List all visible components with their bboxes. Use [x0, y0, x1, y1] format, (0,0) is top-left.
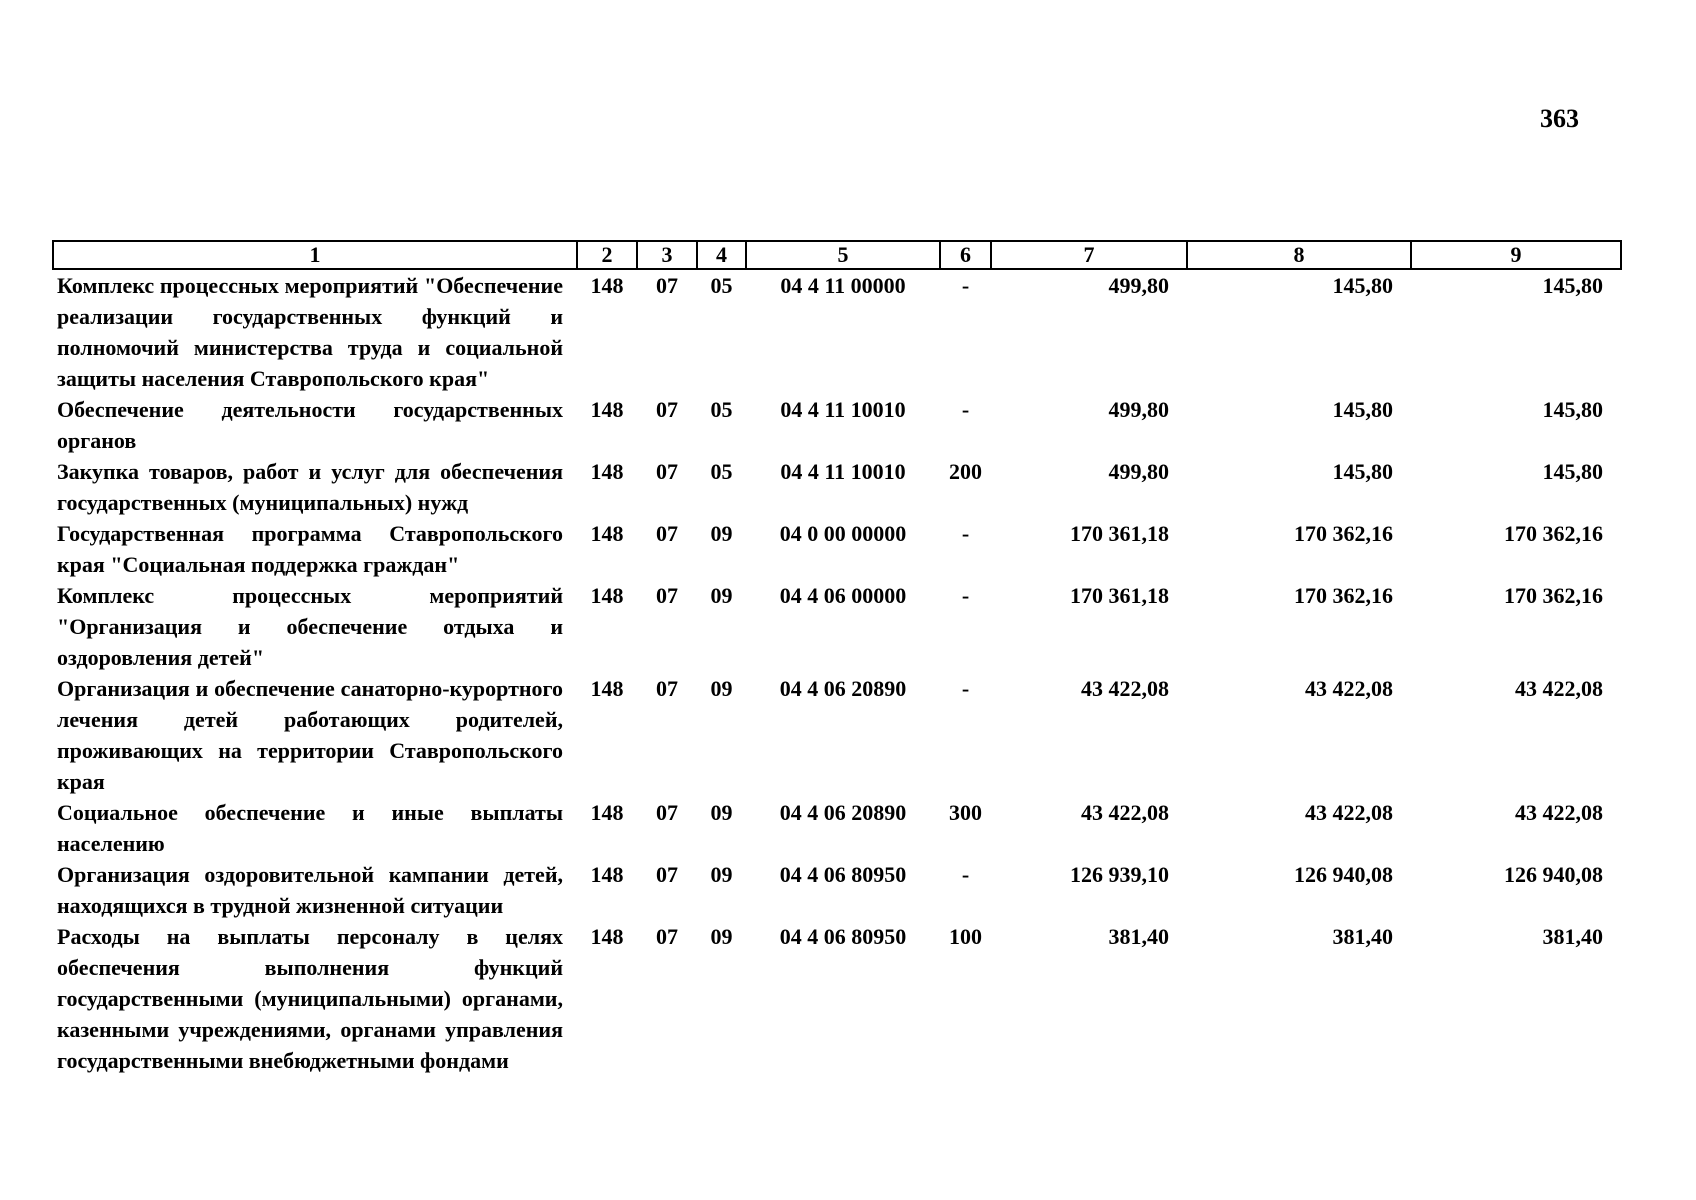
- row-name: Организация оздоровительной кампании детей, находящихся в трудной жизненной ситуации: [57, 862, 563, 918]
- cell-col6: -: [961, 397, 970, 422]
- cell-col6: -: [961, 583, 970, 608]
- column-header-3: 3: [637, 241, 697, 269]
- cell-col4: 09: [710, 862, 733, 887]
- cell-col3: 07: [656, 924, 678, 949]
- row-name: Закупка товаров, работ и услуг для обеспечения государственных (муниципальных) нужд: [57, 459, 563, 515]
- cell-col7: 170 361,18: [1070, 583, 1169, 608]
- cell-col9: 381,40: [1542, 924, 1603, 949]
- cell-col7: 499,80: [1108, 397, 1169, 422]
- cell-col3: 07: [656, 273, 678, 298]
- cell-col9: 145,80: [1542, 273, 1603, 298]
- column-header-7: 7: [991, 241, 1187, 269]
- cell-col5: 04 4 06 80950: [779, 862, 907, 887]
- cell-col3: 07: [656, 583, 678, 608]
- cell-col2: 148: [590, 583, 624, 608]
- cell-col6: -: [961, 862, 970, 887]
- cell-col8: 145,80: [1332, 459, 1393, 484]
- column-header-5: 5: [746, 241, 940, 269]
- cell-col7: 381,40: [1108, 924, 1169, 949]
- cell-col5: 04 4 06 80950: [779, 924, 907, 949]
- cell-col6: 100: [949, 924, 982, 949]
- column-header-1: 1: [53, 241, 577, 269]
- cell-col7: 43 422,08: [1081, 676, 1169, 701]
- page-number: 363: [1540, 104, 1579, 133]
- budget-table: [52, 240, 1622, 1076]
- cell-col4: 05: [710, 397, 733, 422]
- row-name: Обеспечение деятельности государственных органов: [57, 397, 563, 453]
- cell-col6: 300: [949, 800, 982, 825]
- cell-col2: 148: [590, 397, 624, 422]
- column-header-8: 8: [1187, 241, 1411, 269]
- table-row: [53, 518, 1621, 580]
- row-name: Расходы на выплаты персоналу в целях обеспечения выполнения функций государственными (муниципальными) органами, казенными учреждениями, органами управления государственными внебюджетными фондами: [57, 924, 563, 1073]
- cell-col8: 145,80: [1332, 273, 1393, 298]
- cell-col7: 126 939,10: [1070, 862, 1169, 887]
- cell-col4: 09: [710, 924, 733, 949]
- cell-col3: 07: [656, 800, 678, 825]
- cell-col4: 09: [710, 521, 733, 546]
- cell-col6: -: [961, 676, 970, 701]
- cell-col2: 148: [590, 521, 624, 546]
- table-row: [53, 673, 1621, 797]
- cell-col5: 04 4 11 10010: [780, 459, 906, 484]
- cell-col3: 07: [656, 459, 678, 484]
- table-row: [53, 580, 1621, 673]
- cell-col5: 04 4 11 10010: [780, 397, 906, 422]
- cell-col9: 43 422,08: [1515, 800, 1603, 825]
- cell-col8: 43 422,08: [1305, 800, 1393, 825]
- column-header-4: 4: [697, 241, 746, 269]
- table-row: [53, 456, 1621, 518]
- table-body: [53, 269, 1621, 1076]
- row-name: Организация и обеспечение санаторно-курортного лечения детей работающих родителей, проживающих на территории Ставропольского края: [57, 676, 563, 794]
- cell-col5: 04 0 00 00000: [779, 521, 907, 546]
- cell-col9: 170 362,16: [1504, 583, 1603, 608]
- table-row: [53, 269, 1621, 394]
- cell-col3: 07: [656, 676, 678, 701]
- cell-col2: 148: [590, 924, 624, 949]
- table-row: [53, 394, 1621, 456]
- cell-col2: 148: [590, 800, 624, 825]
- cell-col7: 499,80: [1108, 273, 1169, 298]
- cell-col8: 170 362,16: [1294, 583, 1393, 608]
- cell-col7: 499,80: [1108, 459, 1169, 484]
- cell-col6: -: [961, 521, 970, 546]
- cell-col9: 145,80: [1542, 459, 1603, 484]
- cell-col9: 126 940,08: [1504, 862, 1603, 887]
- cell-col5: 04 4 11 00000: [780, 273, 906, 298]
- column-header-2: 2: [577, 241, 637, 269]
- cell-col8: 381,40: [1332, 924, 1393, 949]
- table-row: [53, 859, 1621, 921]
- column-header-9: 9: [1411, 241, 1621, 269]
- row-name: Комплекс процессных мероприятий "Организация и обеспечение отдыха и оздоровления детей": [57, 583, 563, 670]
- cell-col9: 43 422,08: [1515, 676, 1603, 701]
- cell-col5: 04 4 06 20890: [779, 676, 907, 701]
- cell-col3: 07: [656, 862, 678, 887]
- cell-col4: 05: [710, 273, 733, 298]
- cell-col6: -: [961, 273, 970, 298]
- cell-col4: 05: [710, 459, 733, 484]
- row-name: Государственная программа Ставропольского края "Социальная поддержка граждан": [57, 521, 563, 577]
- cell-col2: 148: [590, 273, 624, 298]
- cell-col8: 43 422,08: [1305, 676, 1393, 701]
- cell-col4: 09: [710, 800, 733, 825]
- column-header-6: 6: [940, 241, 991, 269]
- cell-col7: 170 361,18: [1070, 521, 1169, 546]
- cell-col9: 145,80: [1542, 397, 1603, 422]
- row-name: Социальное обеспечение и иные выплаты населению: [57, 800, 563, 856]
- row-name: Комплекс процессных мероприятий "Обеспечение реализации государственных функций и полномочий министерства труда и социальной защиты населения Ставропольского края": [57, 273, 563, 391]
- cell-col5: 04 4 06 20890: [779, 800, 907, 825]
- cell-col5: 04 4 06 00000: [779, 583, 907, 608]
- table-row: [53, 797, 1621, 859]
- cell-col2: 148: [590, 459, 624, 484]
- cell-col4: 09: [710, 583, 733, 608]
- table-row: [53, 921, 1621, 1076]
- cell-col3: 07: [656, 397, 678, 422]
- cell-col4: 09: [710, 676, 733, 701]
- cell-col8: 145,80: [1332, 397, 1393, 422]
- cell-col9: 170 362,16: [1504, 521, 1603, 546]
- cell-col3: 07: [656, 521, 678, 546]
- cell-col2: 148: [590, 676, 624, 701]
- cell-col2: 148: [590, 862, 624, 887]
- cell-col7: 43 422,08: [1081, 800, 1169, 825]
- cell-col8: 126 940,08: [1294, 862, 1393, 887]
- table-header-row: [53, 241, 1621, 269]
- cell-col6: 200: [949, 459, 982, 484]
- cell-col8: 170 362,16: [1294, 521, 1393, 546]
